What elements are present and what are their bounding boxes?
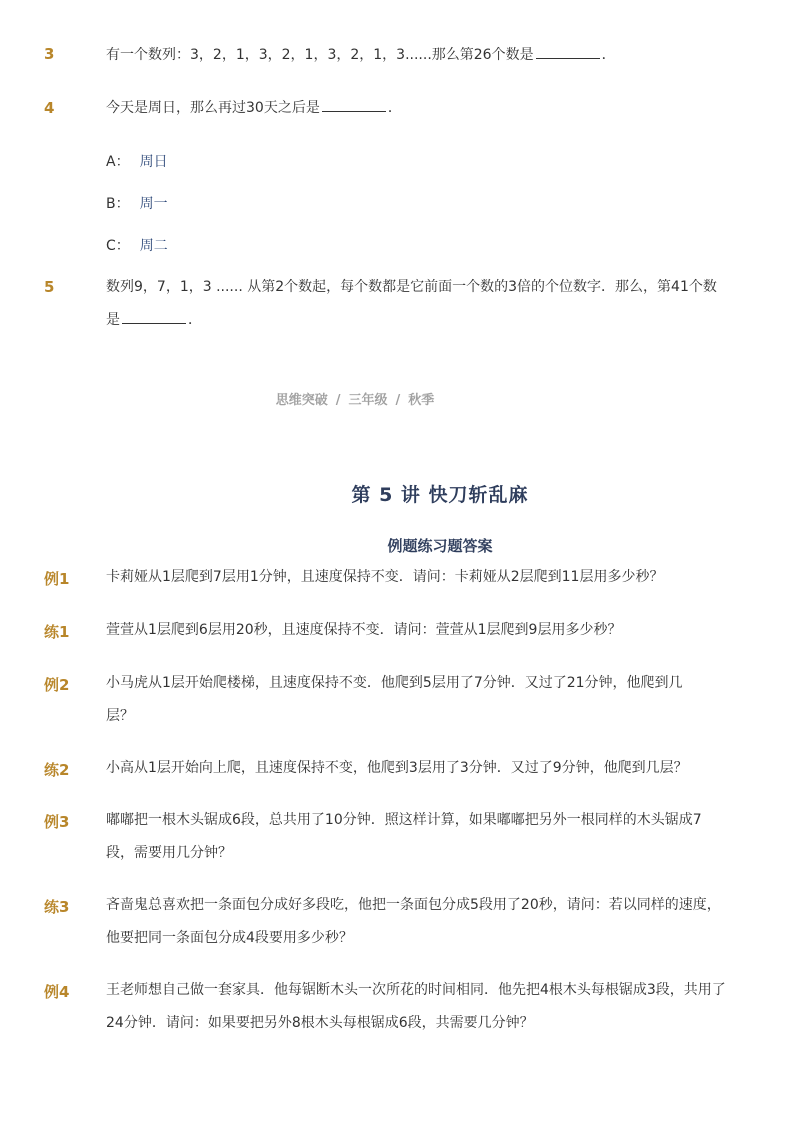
problem-text: 嘟嘟把一根木头锯成6段，总共用了10分钟．照这样计算，如果嘟嘟把另外一根同样的木头锯成7段，需要用几分钟？ xyxy=(106,812,702,861)
footer-season: 秋季 xyxy=(408,393,435,408)
footer-course: 思维突破 xyxy=(275,393,328,408)
question-number: 3 xyxy=(44,45,55,63)
lecture-title: 第 5 讲 快刀斩乱麻 xyxy=(351,484,529,506)
question-line: 数列9，7，1，3 ...... 从第2个数起，每个数都是它前面一个数的3倍的个位数字．那么，第41个数 xyxy=(106,279,717,295)
question-text xyxy=(106,39,726,72)
section-subtitle: 例题练习题答案 xyxy=(387,537,493,555)
footer-separator: / xyxy=(335,393,341,408)
problem-label: 例4 xyxy=(44,983,70,1001)
problem-text: 小马虎从1层开始爬楼梯，且速度保持不变．他爬到5层用了7分钟．又过了21分钟，他爬到几层？ xyxy=(106,675,683,724)
problem-label: 例1 xyxy=(44,570,70,588)
option-c[interactable] xyxy=(106,235,168,255)
question-text-part: 有一个数列：3，2，1，3，2，1，3，2，1，3......那么第26个数是 xyxy=(106,47,534,63)
question-text-part: 是 xyxy=(106,312,120,328)
option-a[interactable] xyxy=(106,151,168,171)
page-footer xyxy=(0,389,710,408)
footer-grade: 三年级 xyxy=(348,393,388,408)
question-number: 5 xyxy=(44,278,55,296)
question-text xyxy=(106,92,726,125)
problem-label: 例2 xyxy=(44,676,70,694)
footer-separator: / xyxy=(395,393,401,408)
question-text-part: ． xyxy=(188,312,202,328)
answer-blank xyxy=(322,97,386,112)
answer-blank xyxy=(122,309,186,324)
option-letter: A： xyxy=(106,154,130,170)
problem-text: 萱萱从1层爬到6层用20秒，且速度保持不变．请问：萱萱从1层爬到9层用多少秒？ xyxy=(106,622,622,638)
problem-text: 卡莉娅从1层爬到7层用1分钟，且速度保持不变．请问：卡莉娅从2层爬到11层用多少秒？ xyxy=(106,569,664,585)
problem-label: 练2 xyxy=(44,761,70,779)
question-text-part: ． xyxy=(387,100,402,116)
option-value: 周日 xyxy=(139,154,168,170)
question-line xyxy=(106,304,726,337)
problem-text: 王老师想自己做一套家具．他每锯断木头一次所花的时间相同．他先把4根木头每根锯成3段，共用了24分钟．请问：如果要把另外8根木头每根锯成6段，共需要几分钟？ xyxy=(106,982,726,1031)
question-number: 4 xyxy=(44,99,55,117)
problem-text: 小高从1层开始向上爬，且速度保持不变，他爬到3层用了3分钟．又过了9分钟，他爬到几层？ xyxy=(106,760,688,776)
option-letter: C： xyxy=(106,238,130,254)
answer-blank xyxy=(536,44,600,59)
option-value: 周二 xyxy=(139,238,168,254)
problem-label: 练1 xyxy=(44,623,70,641)
question-text xyxy=(106,271,726,337)
option-value: 周一 xyxy=(139,196,168,212)
problem-label: 练3 xyxy=(44,898,70,916)
option-letter: B： xyxy=(106,196,130,212)
question-text-part: ． xyxy=(601,47,616,63)
option-b[interactable] xyxy=(106,193,168,213)
problem-label: 例3 xyxy=(44,813,70,831)
question-text-part: 今天是周日，那么再过30天之后是 xyxy=(106,100,320,116)
problem-text: 吝啬鬼总喜欢把一条面包分成好多段吃，他把一条面包分成5段用了20秒，请问：若以同样的速度，他要把同一条面包分成4段要用多少秒？ xyxy=(106,897,721,946)
